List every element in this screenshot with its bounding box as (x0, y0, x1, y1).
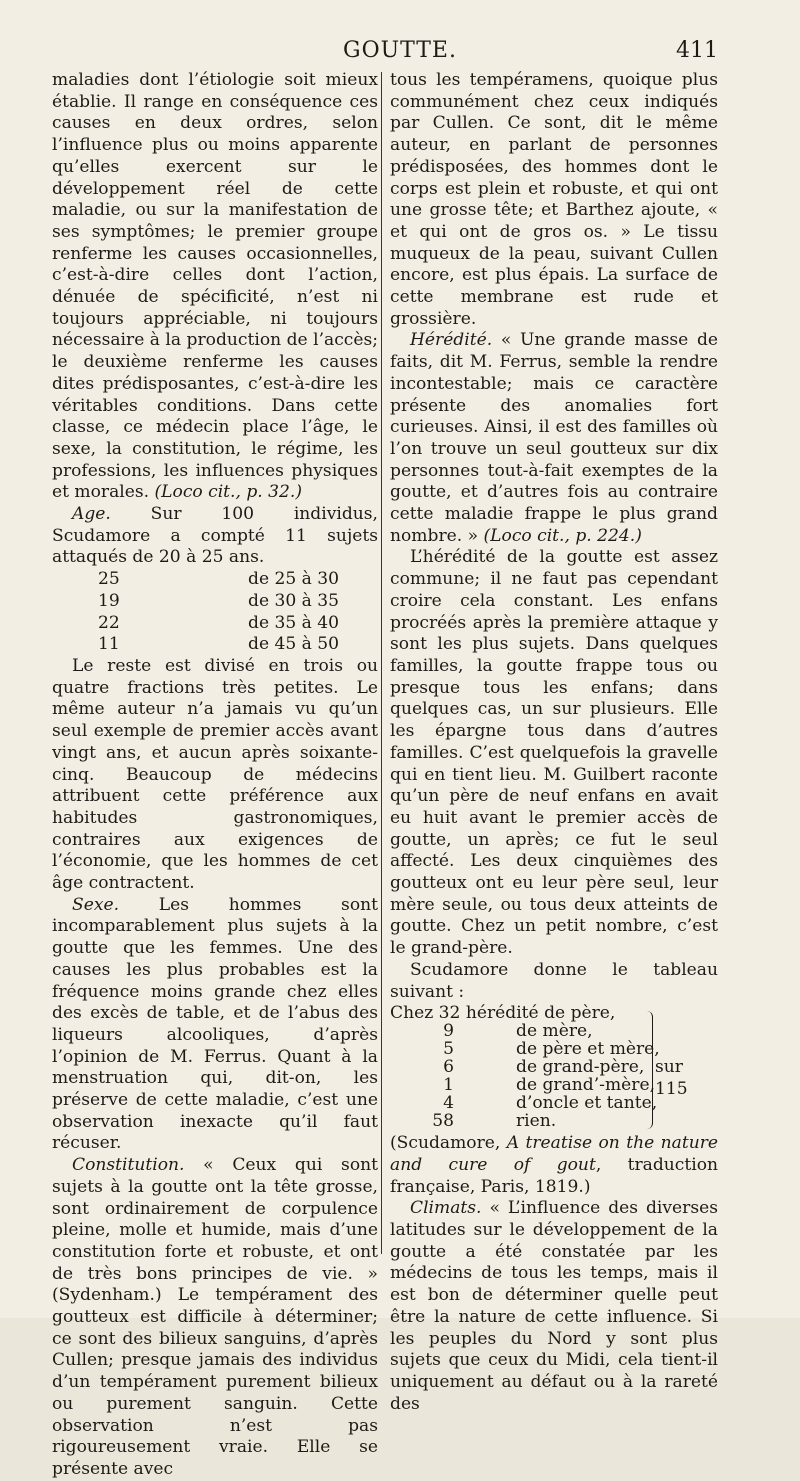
section-label-constitution: Constitution. (72, 1155, 185, 1176)
heredity-count: Chez 32 (390, 1003, 461, 1024)
heredity-count: 4 (443, 1093, 454, 1114)
age-range: de 35 à 40 (248, 612, 340, 633)
right-column (390, 70, 718, 1415)
age-count: 22 (98, 612, 120, 633)
column-rule (381, 72, 382, 1254)
citation: (Loco cit., p. 224.) (483, 525, 642, 546)
age-row (98, 569, 339, 591)
heredity-row (390, 1111, 556, 1133)
reference-open: (Scudamore, (390, 1133, 501, 1154)
paragraph-text: « Une grande masse de faits, dit M. Ferrus, semble la rendre incontestable; mais ce caractère présente des anomalies fort curieuses. Ainsi, il est des familles où l’on trouve un seul goutteux sur dix personnes tout-à-fait exemptes de la goutte, et d’autres fois au contraire cette maladie frappe le plus grand nombre. » (390, 330, 719, 546)
left-column (52, 70, 378, 1481)
paragraph-age-rest: Le reste est divisé en trois ou quatre fractions très petites. Le même auteur n’a jamais vu qu’un seul exemple de premier accès avant vingt ans, et aucun après soixante-cinq. Beaucoup de médecins attribuent cette préférence aux habitudes gastronomiques, contraires aux exigences de l’économie, que les hommes de cet âge contractent. (52, 655, 378, 894)
heredity-count: 1 (443, 1075, 454, 1096)
paragraph-text: « L’influence des diverses latitudes sur le développement de la goutte a été constatée par les médecins de tous les temps, mais il est bon de déterminer quelle peut être la nature de cette influence. Si les peuples du Nord y sont plus sujets que ceux du Midi, cela tient-il uniquement au défaut ou à la rareté des (390, 1198, 718, 1414)
paragraph-age (52, 504, 378, 569)
section-label-sexe: Sexe. (72, 894, 120, 915)
heredity-count: 5 (443, 1039, 454, 1060)
paragraph-sexe (52, 895, 378, 1155)
age-count: 25 (98, 569, 120, 590)
heredity-count: 9 (443, 1021, 454, 1042)
heredity-label: de mère, (516, 1021, 593, 1042)
section-label-heredite: Hérédité. (410, 330, 493, 351)
heredity-label: hérédité de père, (465, 1003, 616, 1024)
table-intro: Scudamore donne le tableau suivant : (390, 959, 718, 1002)
age-count: 11 (98, 634, 120, 655)
age-row (98, 591, 339, 613)
heredity-count: 6 (443, 1057, 454, 1078)
age-range: de 25 à 30 (248, 569, 340, 590)
reference-close: , traduction française, Paris, 1819.) (390, 1154, 718, 1197)
page-number: 411 (676, 38, 718, 63)
paragraph-temperament: tous les tempéramens, quoique plus communément chez ceux indiqués par Cullen. Ce sont, dit le même auteur, en parlant de personnes prédisposées, des hommes dont le corps est plein et robuste, et qui ont une grosse tête; et Barthez ajoute, « et qui ont de gros os. » Le tissu muqueux de la peau, suivant Cullen encore, est plus épais. La surface de cette membrane est rude et grossière. (390, 70, 718, 329)
heredity-count: 58 (432, 1111, 454, 1132)
heredity-total: sur 115 (655, 1057, 688, 1099)
heredity-label: d’oncle et tante, (516, 1093, 658, 1114)
running-head: GOUTTE. (343, 38, 457, 63)
paragraph-constitution (52, 1155, 378, 1481)
reference-scudamore (390, 1133, 718, 1198)
paragraph-heredite-details: L’hérédité de la goutte est assez commune; il ne faut pas cependant croire cela constant. Les enfans procréés après la première attaque y sont les plus sujets. Dans quelques familles, la goutte frappe tous ou presque tous les enfans; dans quelques cas, un sur plusieurs. Elle les épargne tous dans d’autres familles. C’est quelquefois la gravelle qui en tient lieu. M. Guilbert raconte qu’un père de neuf enfans en avait eu huit avant le premier accès de goutte, un après; ce fut le seul affecté. Les deux cinquièmes des goutteux ont eu leur père seul, leur mère seule, ou tous deux atteints de goutte. Chez un petit nombre, c’est le grand-père. (390, 547, 718, 959)
age-row (98, 613, 339, 635)
age-range: de 45 à 50 (248, 634, 340, 655)
heredity-table (390, 1003, 718, 1133)
brace (646, 1011, 653, 1129)
heredity-label: de grand’-mère, (516, 1075, 656, 1096)
age-row (98, 634, 339, 656)
age-table (98, 569, 339, 656)
paragraph-climats (390, 1198, 718, 1415)
section-label-climats: Climats. (410, 1198, 482, 1219)
paragraph-text: « Ceux qui sont sujets à la goutte ont la tête grosse, sont ordinairement de corpulence pleine, molle et humide, mais d’une constitution forte et robuste, et ont de très bons principes de vie. » (Sydenham.) Le tempérament des goutteux est difficile à déterminer; ce sont des bilieux sanguins, d’après Cullen; presque jamais des individus d’un tempérament purement bilieux ou purement sanguin. Cette observation n’est pas rigoureusement vraie. Elle se présente avec (52, 1155, 379, 1479)
section-label-age: Age. (72, 504, 111, 525)
age-range: de 30 à 35 (248, 590, 340, 611)
heredity-label: rien. (516, 1111, 557, 1132)
paragraph-text: Sur 100 individus, Scudamore a compté 11 sujets attaqués de 20 à 25 ans. (52, 504, 378, 568)
paragraph-text: Les hommes sont incomparablement plus sujets à la goutte que les femmes. Une des causes les plus probables est la fréquence moins grande chez elles des excès de table, et de l’abus des liqueurs alcooliques, d’après l’opinion de M. Ferrus. Quant à la menstruation qui, dit-on, les préserve de cette maladie, c’est une observation inexacte qu’il faut récuser. (52, 894, 379, 1154)
citation: (Loco cit., p. 32.) (154, 482, 302, 503)
reference-title: A treatise on the nature and cure of gout (390, 1133, 718, 1175)
heredity-label: de grand-père, (516, 1057, 645, 1078)
heredity-label: de père et mère, (516, 1039, 660, 1060)
paragraph-heredite (390, 330, 718, 547)
age-count: 19 (98, 590, 120, 611)
paragraph-text: maladies dont l’étiologie soit mieux établie. Il range en conséquence ces causes en deux ordres, selon l’influence plus ou moins apparente qu’elles exercent sur le développement réel de cette maladie, ou sur la manifestation de ses symptômes; le premier groupe renferme les causes occasionnelles, c’est-à-dire celles dont l’action, dénuée de spécificité, n’est ni toujours appréciable, ni toujours nécessaire à la production de l’accès; le deuxième renferme les causes dites prédisposantes, c’est-à-dire les véritables conditions. Dans cette classe, ce médecin place l’âge, le sexe, la constitution, le régime, les professions, les influences physiques et morales. (52, 70, 378, 503)
paragraph-causes (52, 70, 378, 504)
